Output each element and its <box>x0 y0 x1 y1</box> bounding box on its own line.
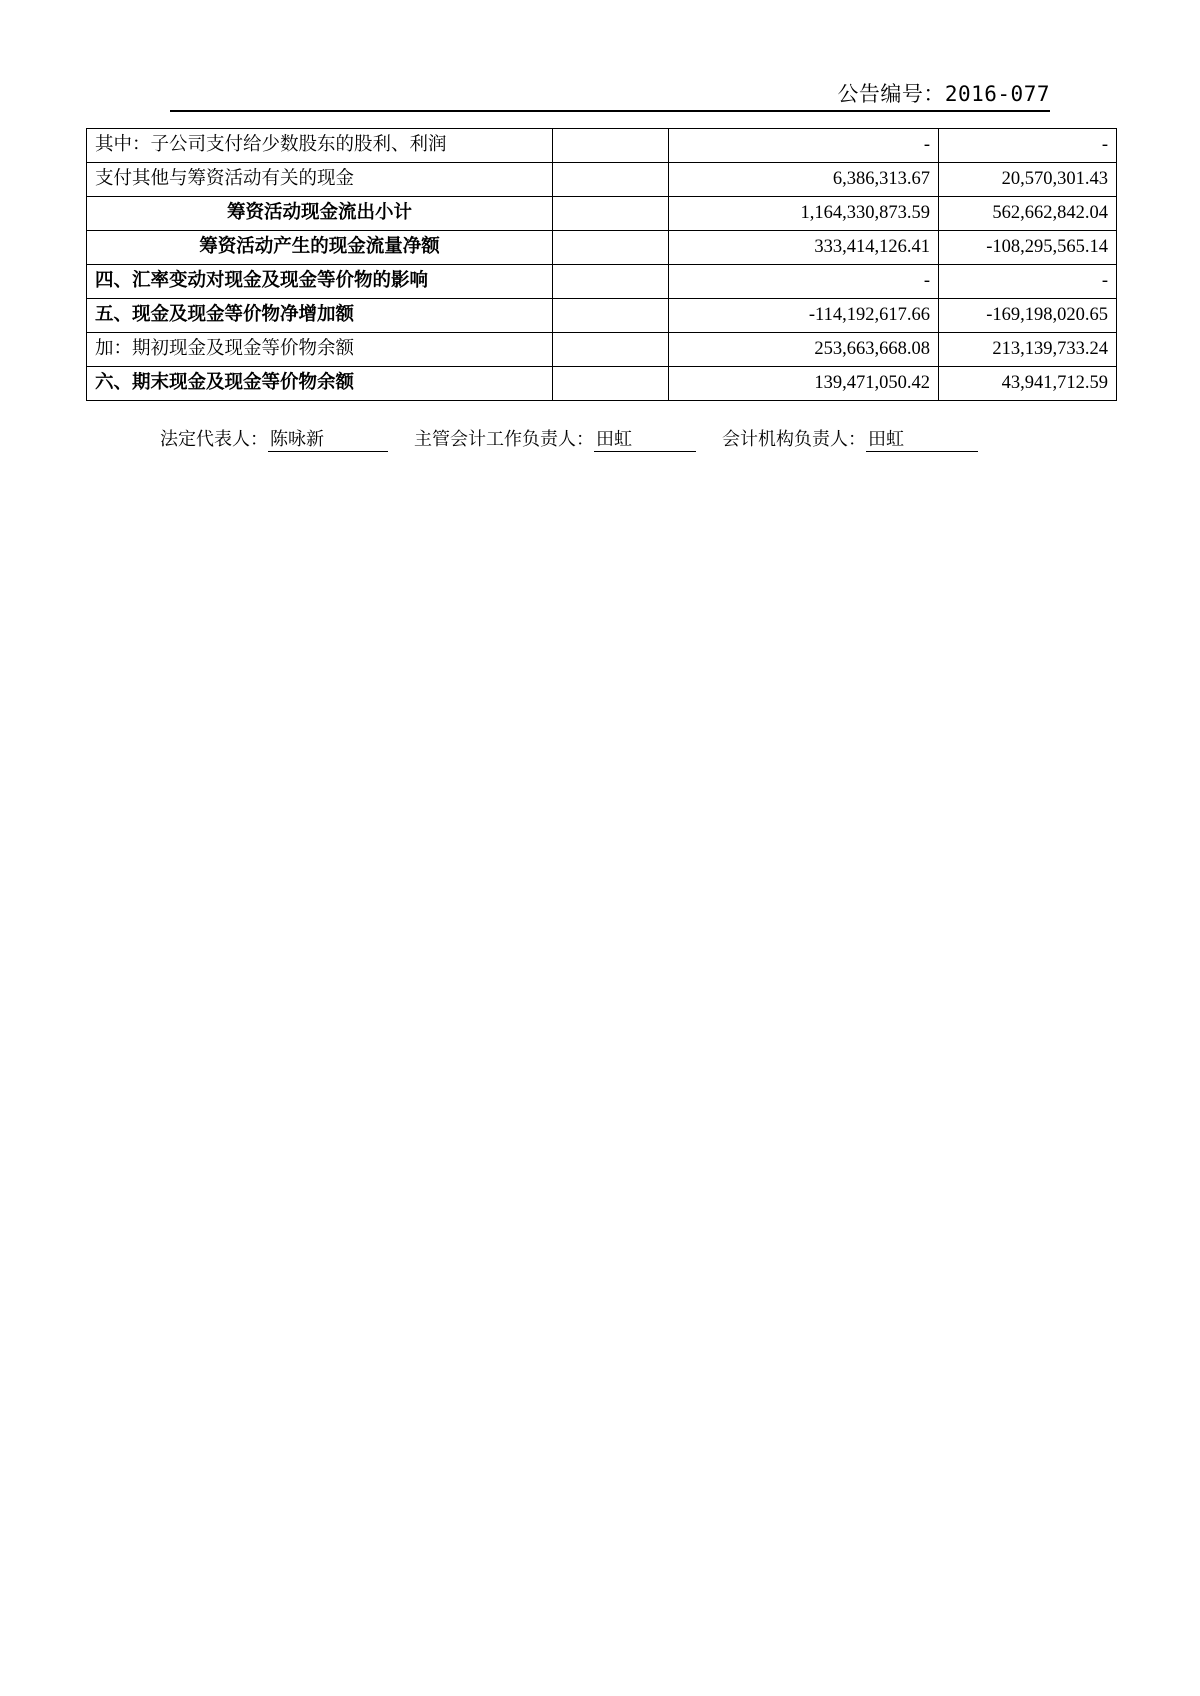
legal-rep-name: 陈咏新 <box>268 425 388 452</box>
chief-accountant-name: 田虹 <box>594 425 696 452</box>
row-previous-value: -169,198,020.65 <box>939 299 1117 333</box>
table-row <box>87 231 1117 265</box>
row-previous-value: - <box>939 129 1117 163</box>
row-note <box>553 333 669 367</box>
row-current-value: 139,471,050.42 <box>669 367 939 401</box>
chief-accountant-label: 主管会计工作负责人： <box>414 429 594 449</box>
row-previous-value: 43,941,712.59 <box>939 367 1117 401</box>
table-row <box>87 367 1117 401</box>
row-current-value: - <box>669 265 939 299</box>
announcement-number: 公告编号：2016-077 <box>837 82 1050 106</box>
row-current-value: 6,386,313.67 <box>669 163 939 197</box>
table-row <box>87 197 1117 231</box>
row-previous-value: -108,295,565.14 <box>939 231 1117 265</box>
header-divider <box>170 110 1050 112</box>
row-current-value: -114,192,617.66 <box>669 299 939 333</box>
cash-flow-table <box>86 128 1117 401</box>
row-note <box>553 163 669 197</box>
table-row <box>87 265 1117 299</box>
signature-line <box>160 425 1060 452</box>
row-label: 加：期初现金及现金等价物余额 <box>87 333 553 367</box>
accounting-head-label: 会计机构负责人： <box>722 429 866 449</box>
table-row <box>87 129 1117 163</box>
row-previous-value: - <box>939 265 1117 299</box>
table-body <box>87 129 1117 401</box>
row-label: 筹资活动产生的现金流量净额 <box>87 231 553 265</box>
row-note <box>553 129 669 163</box>
row-label: 其中：子公司支付给少数股东的股利、利润 <box>87 129 553 163</box>
row-previous-value: 213,139,733.24 <box>939 333 1117 367</box>
row-label: 支付其他与筹资活动有关的现金 <box>87 163 553 197</box>
table-row <box>87 163 1117 197</box>
row-label: 四、汇率变动对现金及现金等价物的影响 <box>87 265 553 299</box>
row-current-value: 1,164,330,873.59 <box>669 197 939 231</box>
row-label: 六、期末现金及现金等价物余额 <box>87 367 553 401</box>
row-note <box>553 197 669 231</box>
row-label: 五、现金及现金等价物净增加额 <box>87 299 553 333</box>
row-label: 筹资活动现金流出小计 <box>87 197 553 231</box>
accounting-head-name: 田虹 <box>866 425 978 452</box>
row-current-value: - <box>669 129 939 163</box>
row-previous-value: 562,662,842.04 <box>939 197 1117 231</box>
row-note <box>553 231 669 265</box>
cash-flow-table-container <box>86 128 1116 401</box>
row-previous-value: 20,570,301.43 <box>939 163 1117 197</box>
row-current-value: 253,663,668.08 <box>669 333 939 367</box>
table-row <box>87 299 1117 333</box>
row-note <box>553 265 669 299</box>
row-note <box>553 367 669 401</box>
legal-rep-label: 法定代表人： <box>160 429 268 449</box>
row-current-value: 333,414,126.41 <box>669 231 939 265</box>
table-row <box>87 333 1117 367</box>
row-note <box>553 299 669 333</box>
